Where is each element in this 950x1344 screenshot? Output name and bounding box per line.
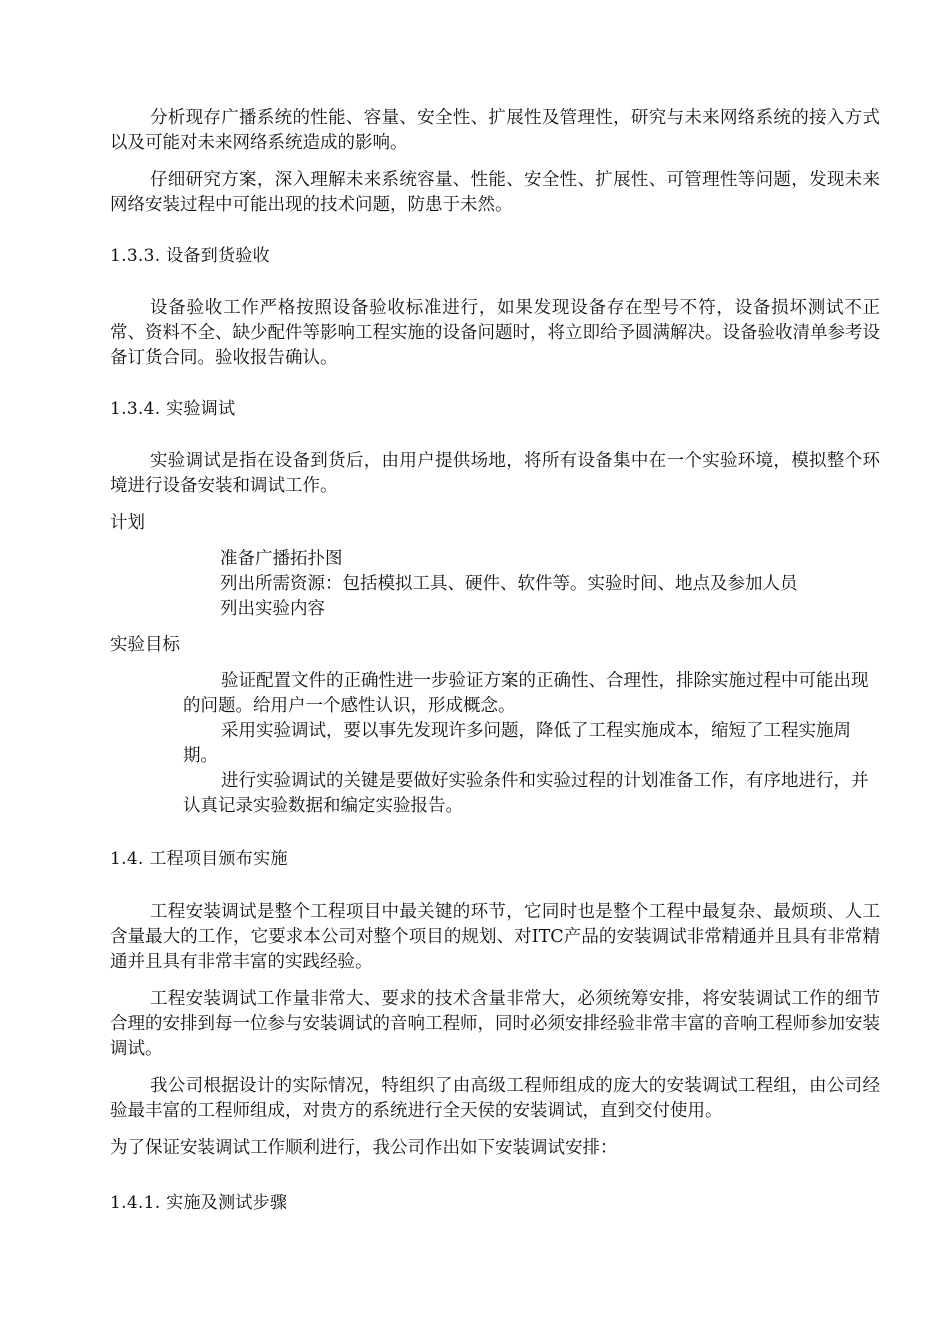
- section-heading-1-3-4: 1.3.4. 实验调试: [110, 399, 236, 419]
- plan-label: 计划: [110, 513, 145, 533]
- paragraph-research: 仔细研究方案，深入理解未来系统容量、性能、安全性、扩展性、可管理性等问题，发现未来网络安装过程中可能出现的技术问题，防患于未然。: [110, 170, 880, 215]
- section-heading-1-3-3: 1.3.3. 设备到货验收: [110, 246, 270, 266]
- paragraph-installation: 工程安装调试是整个工程项目中最关键的环节，它同时也是整个工程中最复杂、最烦琐、人工含量最大的工作，它要求本公司对整个项目的规划、对ITC产品的安装调试非常精通并且具有非常精通并且具有非常丰富的实践经验。: [110, 902, 880, 972]
- paragraph-experiment: 实验调试是指在设备到货后，由用户提供场地，将所有设备集中在一个实验环境，模拟整个环境进行设备安装和调试工作。: [110, 451, 880, 496]
- plan-item: 准备广播拓扑图: [220, 549, 343, 569]
- paragraph-workload: 工程安装调试工作量非常大、要求的技术含量非常大，必须统筹安排，将安装调试工作的细节合理的安排到每一位参与安装调试的音响工程师，同时必须安排经验非常丰富的音响工程师参加安装调试。: [110, 989, 880, 1059]
- paragraph-analysis: 分析现存广播系统的性能、容量、安全性、扩展性及管理性，研究与未来网络系统的接入方式以及可能对未来网络系统造成的影响。: [110, 108, 880, 153]
- goal-item: 采用实验调试，要以事先发现许多问题，降低了工程实施成本，缩短了工程实施周期。: [183, 721, 851, 766]
- plan-item: 列出所需资源：包括模拟工具、硬件、软件等。实验时间、地点及参加人员: [220, 574, 798, 594]
- section-heading-1-4-1: 1.4.1. 实施及测试步骤: [110, 1193, 288, 1213]
- plan-item: 列出实验内容: [220, 599, 325, 619]
- section-heading-1-4: 1.4. 工程项目颁布实施: [110, 849, 288, 869]
- goal-item: 验证配置文件的正确性进一步验证方案的正确性、合理性，排除实施过程中可能出现的问题。给用户一个感性认识，形成概念。: [183, 671, 869, 716]
- paragraph-arrangement: 为了保证安装调试工作顺利进行，我公司作出如下安装调试安排：: [110, 1138, 618, 1158]
- paragraph-acceptance: 设备验收工作严格按照设备验收标准进行，如果发现设备存在型号不符，设备损坏测试不正常、资料不全、缺少配件等影响工程实施的设备问题时，将立即给予圆满解决。设备验收清单参考设备订货合同。验收报告确认。: [110, 298, 880, 368]
- paragraph-team: 我公司根据设计的实际情况，特组织了由高级工程师组成的庞大的安装调试工程组，由公司经验最丰富的工程师组成，对贵方的系统进行全天侯的安装调试，直到交付使用。: [110, 1076, 880, 1121]
- goal-item: 进行实验调试的关键是要做好实验条件和实验过程的计划准备工作，有序地进行，并认真记录实验数据和编定实验报告。: [183, 771, 869, 816]
- goal-label: 实验目标: [110, 635, 180, 655]
